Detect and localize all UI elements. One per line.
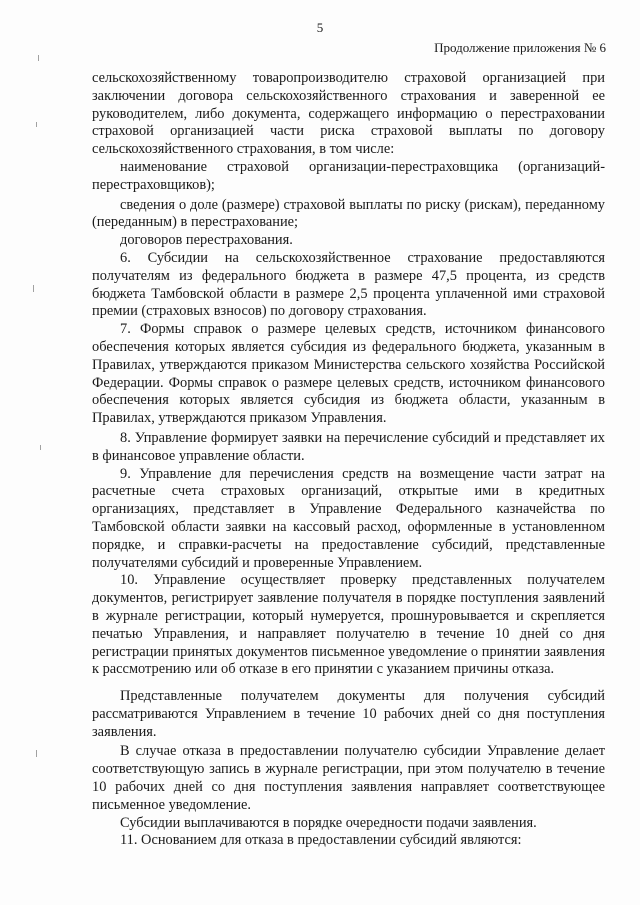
appendix-continuation-label: Продолжение приложения № 6: [434, 40, 606, 55]
paragraph-intro: сельскохозяйственному товаропроизводителю страховой организацией при заключении договора сельскохозяйственного страхования и заверенной ее руководителем, либо документа, содержащего информацию о перестраховании страховой организацией части риска страховой выплаты по договору сельскохозяйственного страхования, в том числе:: [92, 70, 605, 158]
paragraph-review-period: Представленные получателем документы для получения субсидий рассматриваются Управлением в течение 10 рабочих дней со дня поступления заявления.: [92, 688, 605, 740]
paragraph-item-8: 8. Управление формирует заявки на перечисление субсидий и представляет их в финансовое управление области.: [92, 429, 605, 464]
paragraph-share-info: сведения о доле (размере) страховой выплаты по риску (рискам), переданному (переданным) в перестрахование;: [92, 196, 605, 231]
page-number: 5: [316, 20, 324, 35]
scan-mark: [38, 55, 39, 61]
scan-mark: [36, 122, 37, 127]
paragraph-item-7: 7. Формы справок о размере целевых средств, источником финансового обеспечения которых является субсидия из федерального бюджета, указанным в Правилах, утверждаются приказом Министерства сельского хозяйства Российской Федерации. Формы справок о размере целевых средств, источником финансового обеспечения которых является субсидия из бюджета области, указанным в Правилах, утверждаются приказом Управления.: [92, 321, 605, 427]
paragraph-refusal-record: В случае отказа в предоставлении получателю субсидии Управление делает соответствующую запись в журнале регистрации, при этом получателю в течение 10 рабочих дней со дня поступления заявления направляет соответствующее письменное уведомление.: [92, 743, 605, 813]
scan-mark: [33, 285, 34, 292]
paragraph-item-11: 11. Основанием для отказа в предоставлении субсидий являются:: [120, 832, 522, 849]
scan-mark: [36, 750, 37, 757]
document-body: [92, 70, 605, 850]
paragraph-item-6: 6. Субсидии на сельскохозяйственное страхование предоставляются получателям из федерального бюджета в размере 47,5 процента, из средств бюджета Тамбовской области в размере 2,5 процента уплаченной ими страховой премии (страховых взносов) по договору страхования.: [92, 249, 605, 320]
paragraph-item-10: 10. Управление осуществляет проверку представленных получателем документов, регистрирует заявление получателя в порядке поступления заявлений в журнале регистрации, который нумеруется, прошнуровывается и скрепляется печатью Управления, и направляет получателю в течение 10 дней со дня регистрации принятых документов письменное уведомление о принятии заявления к рассмотрению или об отказе в его принятии с указанием причины отказа.: [92, 572, 605, 678]
scan-mark: [40, 445, 41, 450]
paragraph-payment-order: Субсидии выплачиваются в порядке очередности подачи заявления.: [120, 814, 537, 831]
paragraph-reinsurance-contracts: договоров перестрахования.: [120, 232, 293, 249]
paragraph-reinsurer-name: наименование страховой организации-перестраховщика (организаций-перестраховщиков);: [92, 158, 605, 193]
paragraph-item-9: 9. Управление для перечисления средств на возмещение части затрат на расчетные счета страховых организаций, открытые ими в кредитных организациях, представляет в Управление Федерального казначейства по Тамбовской области заявки на кассовый расход, оформленные в установленном порядке, и справки-расчеты на предоставление субсидий, представленные получателями субсидий и проверенные Управлением.: [92, 465, 605, 571]
